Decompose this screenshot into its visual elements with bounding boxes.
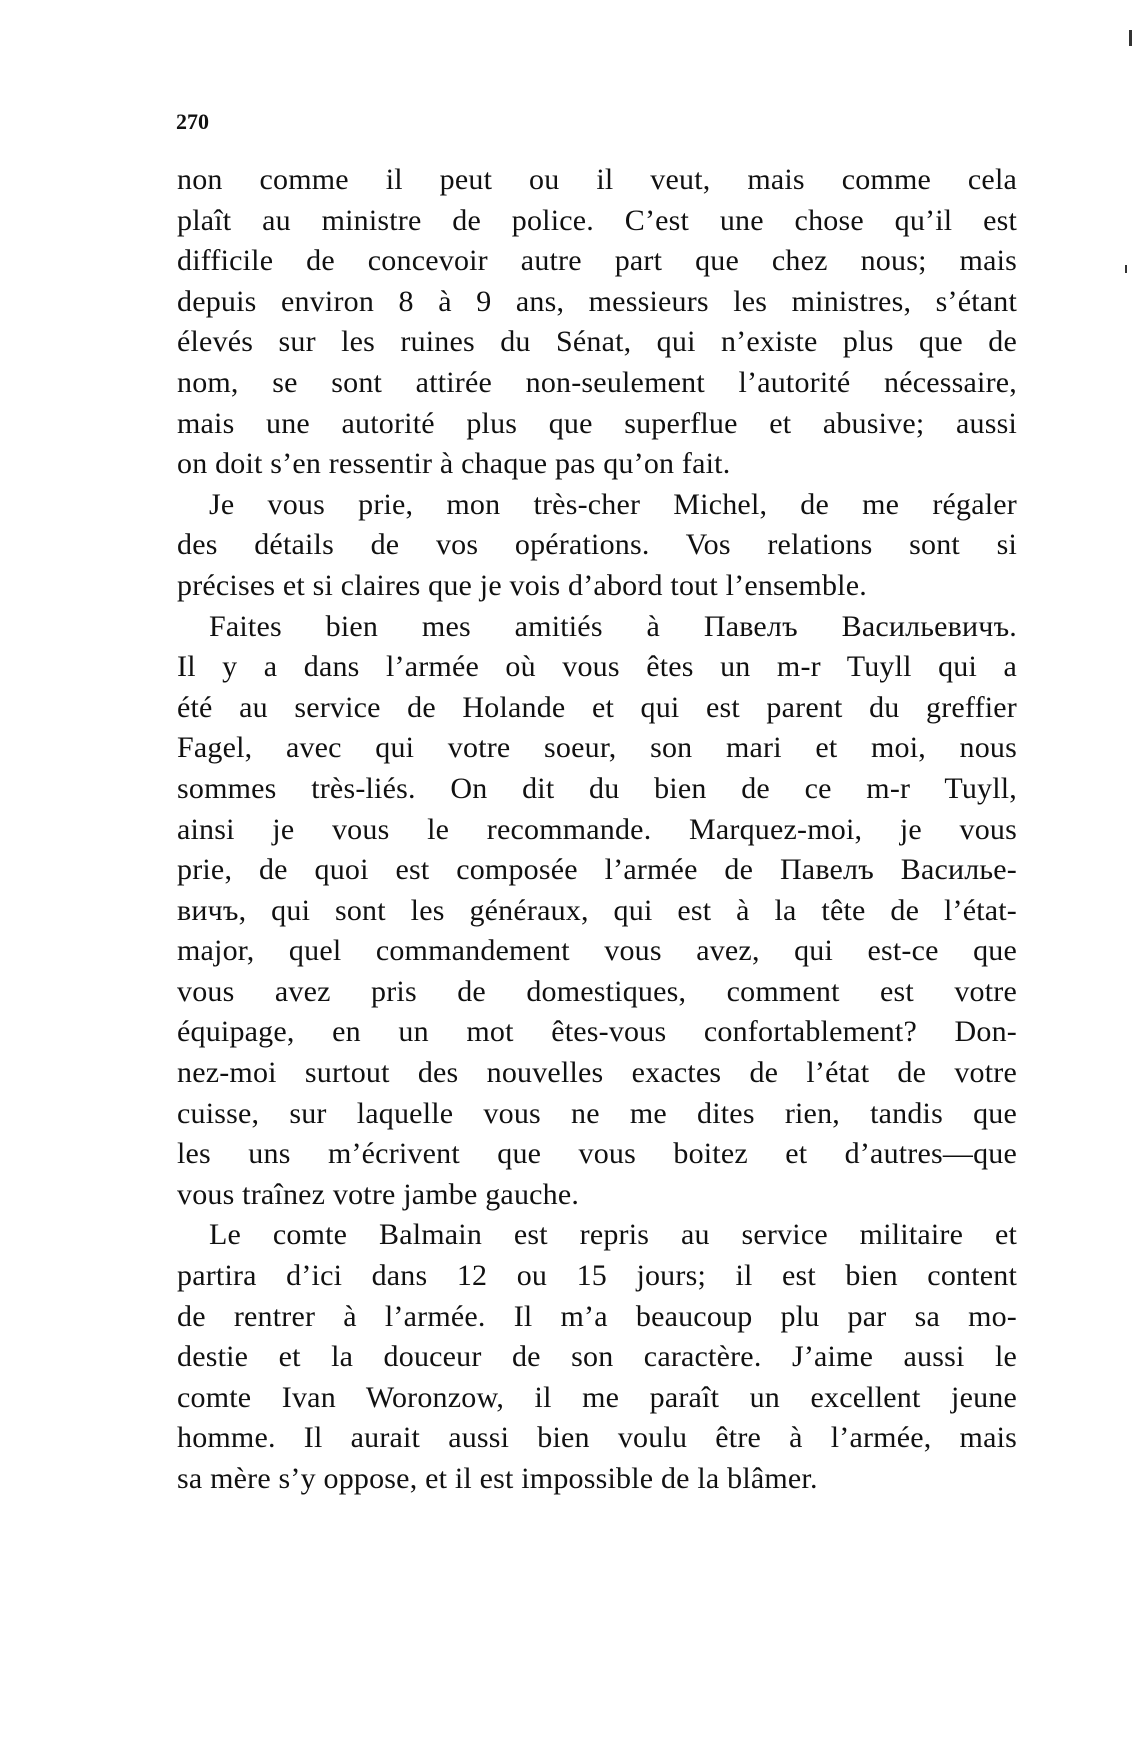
text-line: prie, de quoi est composée l’armée de Павелъ Василье- (177, 853, 1017, 887)
text-line: nom, se sont attirée non-seulement l’autorité nécessaire, (177, 365, 1017, 399)
paragraph-2 (177, 485, 1017, 607)
text-line: ainsi je vous le recommande. Marquez-moi, je vous (177, 812, 1017, 846)
text-line: non comme il peut ou il veut, mais comme cela (177, 163, 1017, 196)
text-line: vous traînez votre jambe gauche. (177, 1177, 580, 1211)
text-line: équipage, en un mot êtes-vous confortablement? Don- (177, 1015, 1017, 1049)
text-line: Je vous prie, mon très-cher Michel, de me régaler (209, 487, 1017, 521)
paragraph-3 (177, 607, 1017, 648)
text-line: Le comte Balmain est repris au service militaire et (209, 1218, 1017, 1252)
paragraph-5 (177, 1215, 1017, 1499)
text-line: on doit s’en ressentir à chaque pas qu’on fait. (177, 447, 731, 481)
page-number: 270 (176, 109, 209, 134)
text-line: de rentrer à l’armée. Il m’a beaucoup plu par sa mo- (177, 1299, 1017, 1333)
text-line: plaît au ministre de police. C’est une chose qu’il est (177, 203, 1017, 237)
text-line: nez-moi surtout des nouvelles exactes de l’état de votre (177, 1056, 1017, 1090)
text-line: difficile de concevoir autre part que chez nous; mais (177, 244, 1017, 278)
text-line: comte Ivan Woronzow, il me paraît un excellent jeune (177, 1380, 1017, 1414)
paragraph-1 (177, 160, 1017, 485)
body-text (177, 160, 1017, 1500)
text-line: вичъ, qui sont les généraux, qui est à la tête de l’état- (177, 893, 1017, 927)
text-line: Faites bien mes amitiés à Павелъ Васильевичъ. (209, 609, 1017, 643)
text-line: vous avez pris de domestiques, comment est votre (177, 974, 1017, 1008)
text-line: depuis environ 8 à 9 ans, messieurs les ministres, s’étant (177, 284, 1017, 318)
text-line: été au service de Holande et qui est parent du greffier (177, 690, 1017, 724)
text-line: Fagel, avec qui votre soeur, son mari et moi, nous (177, 731, 1017, 765)
text-line: mais une autorité plus que superflue et abusive; aussi (177, 406, 1017, 440)
paragraph-4 (177, 647, 1017, 1215)
text-line: des détails de vos opérations. Vos relations sont si (177, 528, 1017, 562)
text-line: Il y a dans l’armée où vous êtes un m-r Tuyll qui a (177, 650, 1017, 684)
scan-mark (1125, 265, 1127, 273)
text-line: cuisse, sur laquelle vous ne me dites rien, tandis que (177, 1096, 1017, 1130)
text-line: major, quel commandement vous avez, qui est-ce que (177, 934, 1017, 968)
text-line: destie et la douceur de son caractère. J’aime aussi le (177, 1340, 1017, 1374)
text-line: précises et si claires que je vois d’abord tout l’ensemble. (177, 568, 867, 602)
text-line: sommes très-liés. On dit du bien de ce m-r Tuyll, (177, 771, 1017, 805)
text-line: sa mère s’y oppose, et il est impossible de la blâmer. (177, 1462, 818, 1495)
scan-mark (1129, 30, 1132, 46)
text-line: élevés sur les ruines du Sénat, qui n’existe plus que de (177, 325, 1017, 359)
text-line: partira d’ici dans 12 ou 15 jours; il est bien content (177, 1259, 1017, 1293)
text-line: les uns m’écrivent que vous boitez et d’autres—que (177, 1137, 1017, 1171)
text-line: homme. Il aurait aussi bien voulu être à l’armée, mais (177, 1421, 1017, 1455)
